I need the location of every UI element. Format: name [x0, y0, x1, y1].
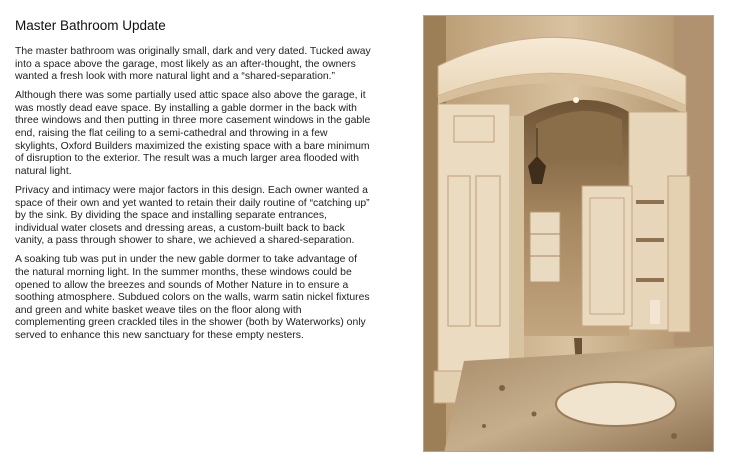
counter-speck-2	[532, 412, 537, 417]
cabinet-shelf-1	[636, 200, 664, 204]
counter-speck-3	[482, 424, 486, 428]
article-paragraph-3: Privacy and intimacy were major factors in this design. Each owner wanted a space of their own and yet wanted to retain their daily routine of “catching up” by the sink. By dividing the space and installing separate entrances, individual water closets and dressing areas, a custom-built back to back vanity, a pass through shower to share, we achieved a shared-separation.	[15, 184, 370, 247]
cabinet-shelf-2	[636, 238, 664, 242]
sink-basin	[556, 382, 676, 426]
counter-speck-4	[671, 433, 677, 439]
article-title: Master Bathroom Update	[15, 18, 166, 33]
article-paragraph-4: A soaking tub was put in under the new gable dormer to take advantage of the natural morning light. In the summer months, these windows could be opened to allow the breezes and sounds of Mother Nature in to ensure a soothing atmosphere. Subdued colors on the walls, warm satin nickel fixtures and green and white basket weave tiles on the floor along with complementing green crackled tiles in the shower (both by Waterworks) only served to enhance this new sanctuary for these empty nesters.	[15, 254, 370, 341]
column-side	[510, 116, 524, 374]
article-paragraph-1: The master bathroom was originally small, dark and very dated. Tucked away into a space above the garage, most likely as an after-thought, the owners wanted a fresh look with more natural light and a “shared-separation.”	[15, 46, 371, 83]
cabinet-bottle	[650, 300, 660, 324]
bathroom-photo	[423, 15, 714, 452]
cabinet-shelf-3	[636, 278, 664, 282]
left-column	[438, 104, 510, 374]
reflected-shelf	[530, 212, 560, 282]
bathroom-photo-illustration	[424, 16, 714, 452]
article	[15, 18, 371, 349]
article-paragraph-2: Although there was some partially used attic space also above the garage, it was mostly dead eave space. By installing a gable dormer in the back with three windows and then putting in three more casement windows in the gable end, raising the flat ceiling to a semi-cathedral and throwing in a few skylights, Oxford Builders maximized the existing space with a bare minimum of disruption to the exterior. The result was a much larger area flooded with natural light.	[15, 90, 371, 177]
counter-speck-1	[499, 385, 505, 391]
ceiling-light	[573, 97, 579, 103]
cabinet-door-open	[668, 176, 690, 332]
